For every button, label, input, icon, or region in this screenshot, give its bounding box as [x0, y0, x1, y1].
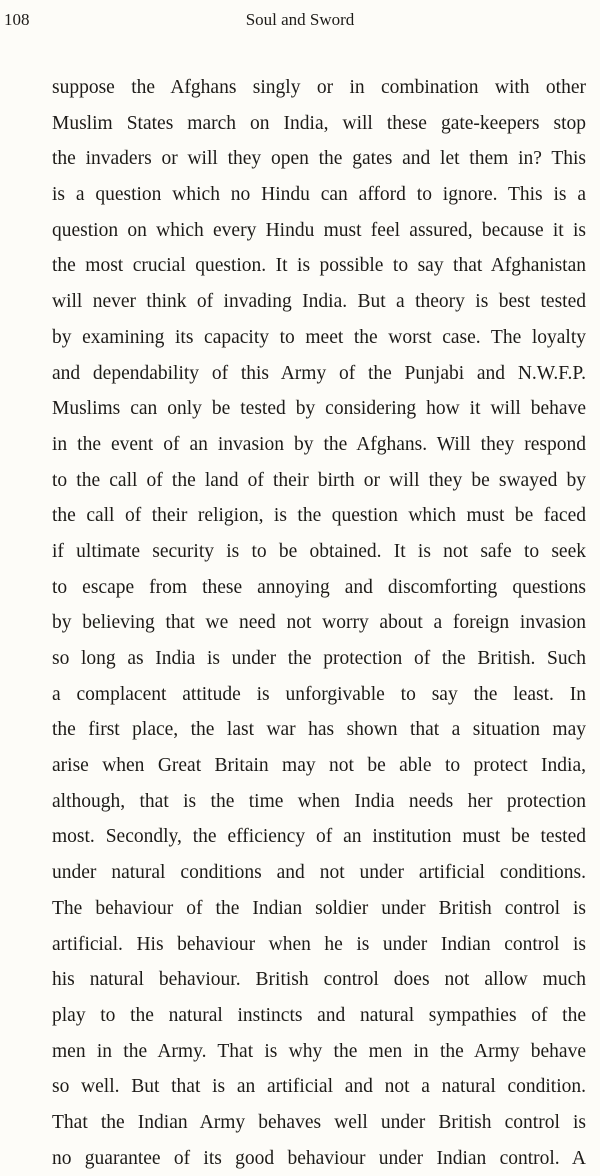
text-line: so long as India is under the protection of the British. Such	[52, 648, 586, 669]
page-number: 108	[4, 10, 30, 29]
text-line: in the event of an invasion by the Afghans. Will they respond	[52, 433, 586, 455]
text-line: the most crucial question. It is possible to say that Afghanistan	[52, 255, 586, 277]
text-line: by believing that we need not worry about a foreign invasion	[52, 612, 586, 634]
text-line: the first place, the last war has shown that a situation may	[52, 719, 586, 741]
text-line: suppose the Afghans singly or in combination with other	[52, 77, 586, 98]
text-line: Muslims can only be tested by considering how it will behave	[52, 398, 586, 420]
text-line: Muslim States march on India, will these gate-keepers stop	[52, 112, 586, 134]
text-line: and dependability of this Army of the Punjabi and N.W.F.P.	[52, 362, 586, 384]
text-line: The behaviour of the Indian soldier under British control is	[52, 897, 586, 919]
text-line: That the Indian Army behaves well under British control is	[52, 1111, 586, 1133]
text-line: by examining its capacity to meet the worst case. The loyalty	[52, 326, 586, 348]
body-text	[52, 70, 586, 1176]
text-line: his natural behaviour. British control does not allow much	[52, 969, 586, 991]
text-line: a complacent attitude is unforgivable to say the least. In	[52, 683, 586, 705]
text-line: men in the Army. That is why the men in the Army behave	[52, 1040, 586, 1062]
text-line: is a question which no Hindu can afford to ignore. This is a	[52, 184, 586, 206]
text-line: the invaders or will they open the gates and let them in? This	[52, 148, 586, 170]
text-line: under natural conditions and not under artificial conditions.	[52, 862, 586, 884]
text-line: so well. But that is an artificial and not a natural condition.	[52, 1076, 586, 1098]
text-line: play to the natural instincts and natural sympathies of the	[52, 1004, 586, 1026]
text-line: arise when Great Britain may not be able to protect India,	[52, 755, 586, 777]
running-head	[0, 8, 600, 32]
text-line: although, that is the time when India needs her protection	[52, 790, 586, 812]
text-line: no guarantee of its good behaviour under Indian control. A	[52, 1147, 586, 1169]
text-line: most. Secondly, the efficiency of an institution must be tested	[52, 826, 586, 848]
text-line: question on which every Hindu must feel assured, because it is	[52, 219, 586, 241]
text-line: will never think of invading India. But a theory is best tested	[52, 291, 586, 313]
book-title: Soul and Sword	[245, 10, 355, 29]
text-line: to escape from these annoying and discomforting questions	[52, 576, 586, 598]
text-line: artificial. His behaviour when he is under Indian control is	[52, 933, 586, 955]
text-line: the call of their religion, is the question which must be faced	[52, 505, 586, 527]
text-line: if ultimate security is to be obtained. It is not safe to seek	[52, 540, 586, 562]
text-line: to the call of the land of their birth or will they be swayed by	[52, 469, 586, 491]
